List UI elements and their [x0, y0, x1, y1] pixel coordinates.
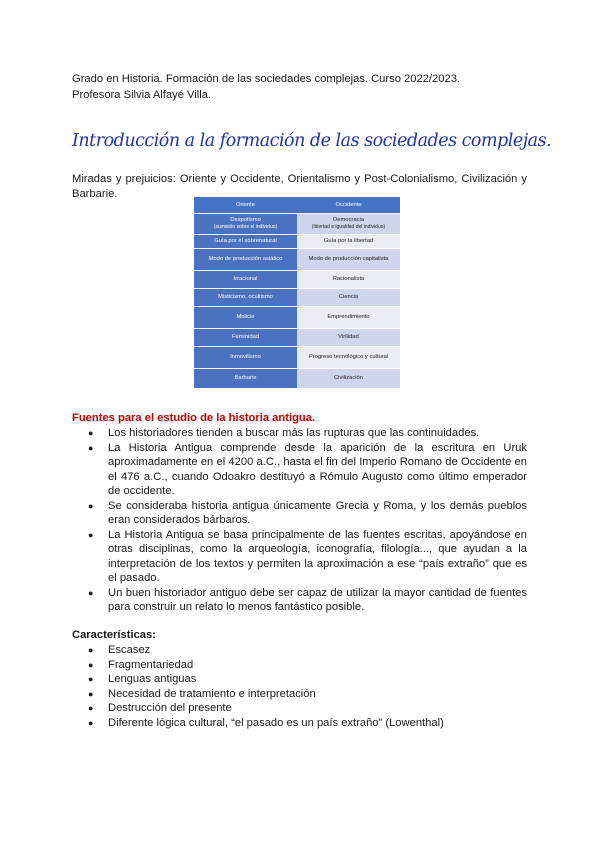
table-cell-right: Guía por la libertad: [297, 235, 400, 249]
table-cell-right: Democracia (libertad e igualdad del individuo): [297, 214, 400, 235]
list-item: ● Escasez: [88, 644, 151, 656]
table-cell-right: Racionalista: [297, 271, 400, 289]
table-cell-right: Ciencia: [297, 289, 400, 307]
table-cell-left: Despotismo (sumisión sobre el individuo): [194, 214, 297, 235]
table-row: [194, 271, 400, 289]
bullet-icon: ●: [88, 529, 94, 540]
intro-paragraph: Miradas y prejuicios: Oriente y Occidente, Orientalismo y Post-Colonialismo, Civilización y Barbarie.: [72, 173, 527, 200]
bullet-icon: ●: [88, 688, 94, 699]
table-row: [194, 214, 400, 235]
header-course-line: Grado en Historia. Formación de las sociedades complejas. Curso 2022/2023.: [72, 73, 461, 85]
table-row: [194, 307, 400, 329]
table-cell-left: Misticismo, ocultismo: [194, 289, 297, 307]
table-cell-left: Inmovilismo: [194, 347, 297, 369]
table-cell-left: Barbarie: [194, 369, 297, 389]
page-title: Introducción a la formación de las sociedades complejas.: [72, 131, 552, 151]
list-item: ● Los historiadores tienden a buscar más las rupturas que las continuidades.: [88, 427, 480, 439]
section-heading-sources: Fuentes para el estudio de la historia antigua.: [72, 412, 316, 424]
list-item: ● Diferente lógica cultural, “el pasado es un país extraño” (Lowenthal): [88, 716, 444, 729]
table-cell-right: Civilización: [297, 369, 400, 389]
bullet-icon: ●: [88, 428, 94, 438]
table-row: [194, 369, 400, 389]
table-cell-left: Modo de producción asiático: [194, 249, 297, 271]
table-cell-left: Guía por el sobrenatural: [194, 235, 297, 249]
list-item: ● Fragmentariedad: [88, 658, 194, 671]
list-item: ● La Historia Antigua se basa principalmente de las fuentes escritas, apoyándose en otras disciplinas, como la arqueología, iconografía, filología..., que ayudan a la interpretación de los textos y permiten la aproximación a ese “país extraño” que es el pasado.: [88, 528, 527, 584]
list-item: ● Lenguas antiguas: [88, 673, 197, 685]
table-cell-right: Virilidad: [297, 329, 400, 347]
table-cell-right: Emprendimiento: [297, 307, 400, 329]
table-cell-right: Progreso tecnológico y cultural: [297, 347, 400, 369]
bullet-icon: ●: [88, 717, 94, 728]
table-cell-left: Irracional: [194, 271, 297, 289]
header-professor-line: Profesora Silvia Alfayé Villa.: [72, 89, 212, 101]
document-header: [72, 71, 460, 103]
table-row: [194, 329, 400, 347]
bullet-icon: ●: [88, 659, 94, 670]
sources-bullet-list: [88, 426, 527, 615]
bullet-icon: ●: [88, 674, 94, 684]
table-cell-left: Feminidad: [194, 329, 297, 347]
bullet-icon: ●: [88, 442, 94, 453]
bullet-icon: ●: [88, 703, 94, 713]
table-cell-left: Molicie: [194, 307, 297, 329]
section-heading-characteristics: Características:: [72, 629, 156, 641]
bullet-icon: ●: [88, 645, 94, 655]
characteristics-bullet-list: [88, 643, 527, 730]
orient-occident-table: [194, 197, 400, 389]
list-item: ● Destrucción del presente: [88, 702, 232, 714]
list-item: ● Un buen historiador antiguo debe ser capaz de utilizar la mayor cantidad de fuentes para construir un relato lo menos fantástico posible.: [88, 586, 527, 613]
list-item: ● Necesidad de tratamiento e interpretación: [88, 687, 316, 700]
table-header-oriente: Oriente: [194, 197, 297, 214]
list-item: ● Se consideraba historia antigua únicamente Grecia y Roma, y los demás pueblos eran considerados bárbaros.: [88, 499, 527, 526]
bullet-icon: ●: [88, 587, 94, 598]
bullet-icon: ●: [88, 500, 94, 511]
table-cell-right: Modo de producción capitalista: [297, 249, 400, 271]
table-row: [194, 249, 400, 271]
list-item: ● La Historia Antigua comprende desde la aparición de la escritura en Uruk aproximadamente en el 4200 a.C., hasta el fin del Imperio Romano de Occidente en el 476 a.C., cuando Odoakro destituyó a Rómulo Augusto como último emperador de occidente.: [88, 441, 527, 497]
table-row: [194, 235, 400, 249]
table-header-occidente: Occidente: [297, 197, 400, 214]
table-row: [194, 347, 400, 369]
table-row: [194, 289, 400, 307]
